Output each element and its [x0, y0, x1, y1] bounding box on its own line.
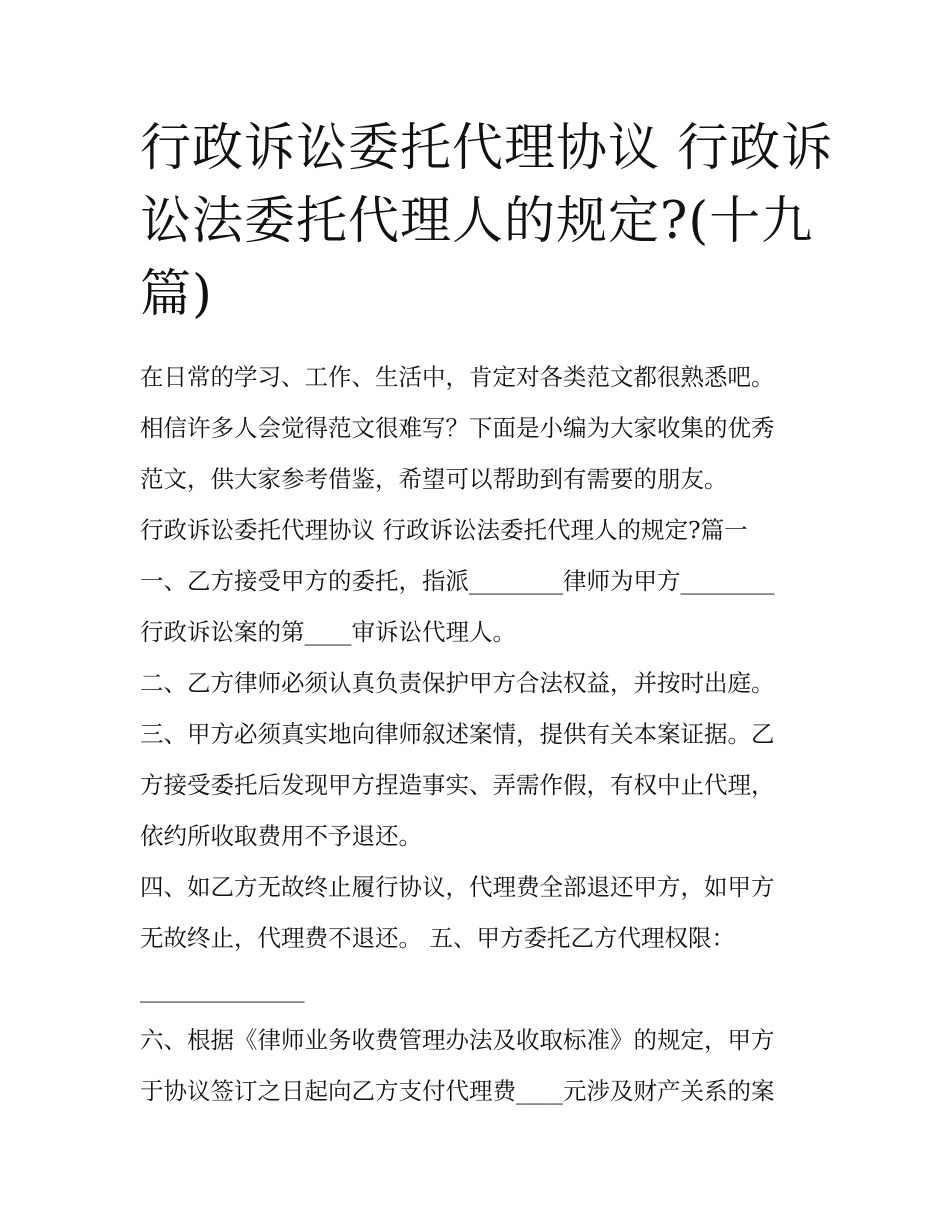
- clause-line: 方接受委托后发现甲方捏造事实、弄需作假，有权中止代理，: [140, 771, 775, 799]
- intro-line: 在日常的学习、工作、生活中，肯定对各类范文都很熟悉吧。: [140, 363, 775, 391]
- document-body: [140, 352, 820, 1117]
- intro-line: 相信许多人会觉得范文很难写？下面是小编为大家收集的优秀: [140, 414, 775, 442]
- title-line: 篇): [140, 265, 213, 324]
- clause-line: 行政诉讼案的第____审诉讼代理人。: [140, 618, 516, 646]
- section-heading: 行政诉讼委托代理协议 行政诉讼法委托代理人的规定?篇一: [140, 516, 748, 544]
- title-line: 讼法委托代理人的规定?(十九: [140, 192, 814, 251]
- document-title: [140, 112, 834, 331]
- clause-line: 六、根据《律师业务收费管理办法及收取标准》的规定，甲方: [140, 1026, 775, 1054]
- clause-line: 二、乙方律师必须认真负责保护甲方合法权益，并按时出庭。: [140, 669, 775, 697]
- blank-underline: ______________: [140, 975, 305, 1003]
- clause-line: 依约所收取费用不予退还。: [140, 822, 422, 850]
- title-line: 行政诉讼委托代理协议 行政诉: [140, 119, 834, 178]
- clause-line: 一、乙方接受甲方的委托，指派________律师为甲方________: [140, 567, 775, 595]
- clause-line: 无故终止，代理费不退还。 五、甲方委托乙方代理权限：: [140, 924, 735, 952]
- clause-line: 于协议签订之日起向乙方支付代理费____元涉及财产关系的案: [140, 1077, 775, 1105]
- clause-line: 三、甲方必须真实地向律师叙述案情，提供有关本案证据。乙: [140, 720, 775, 748]
- clause-line: 四、如乙方无故终止履行协议，代理费全部退还甲方，如甲方: [140, 873, 775, 901]
- intro-line: 范文，供大家参考借鉴，希望可以帮助到有需要的朋友。: [140, 465, 728, 493]
